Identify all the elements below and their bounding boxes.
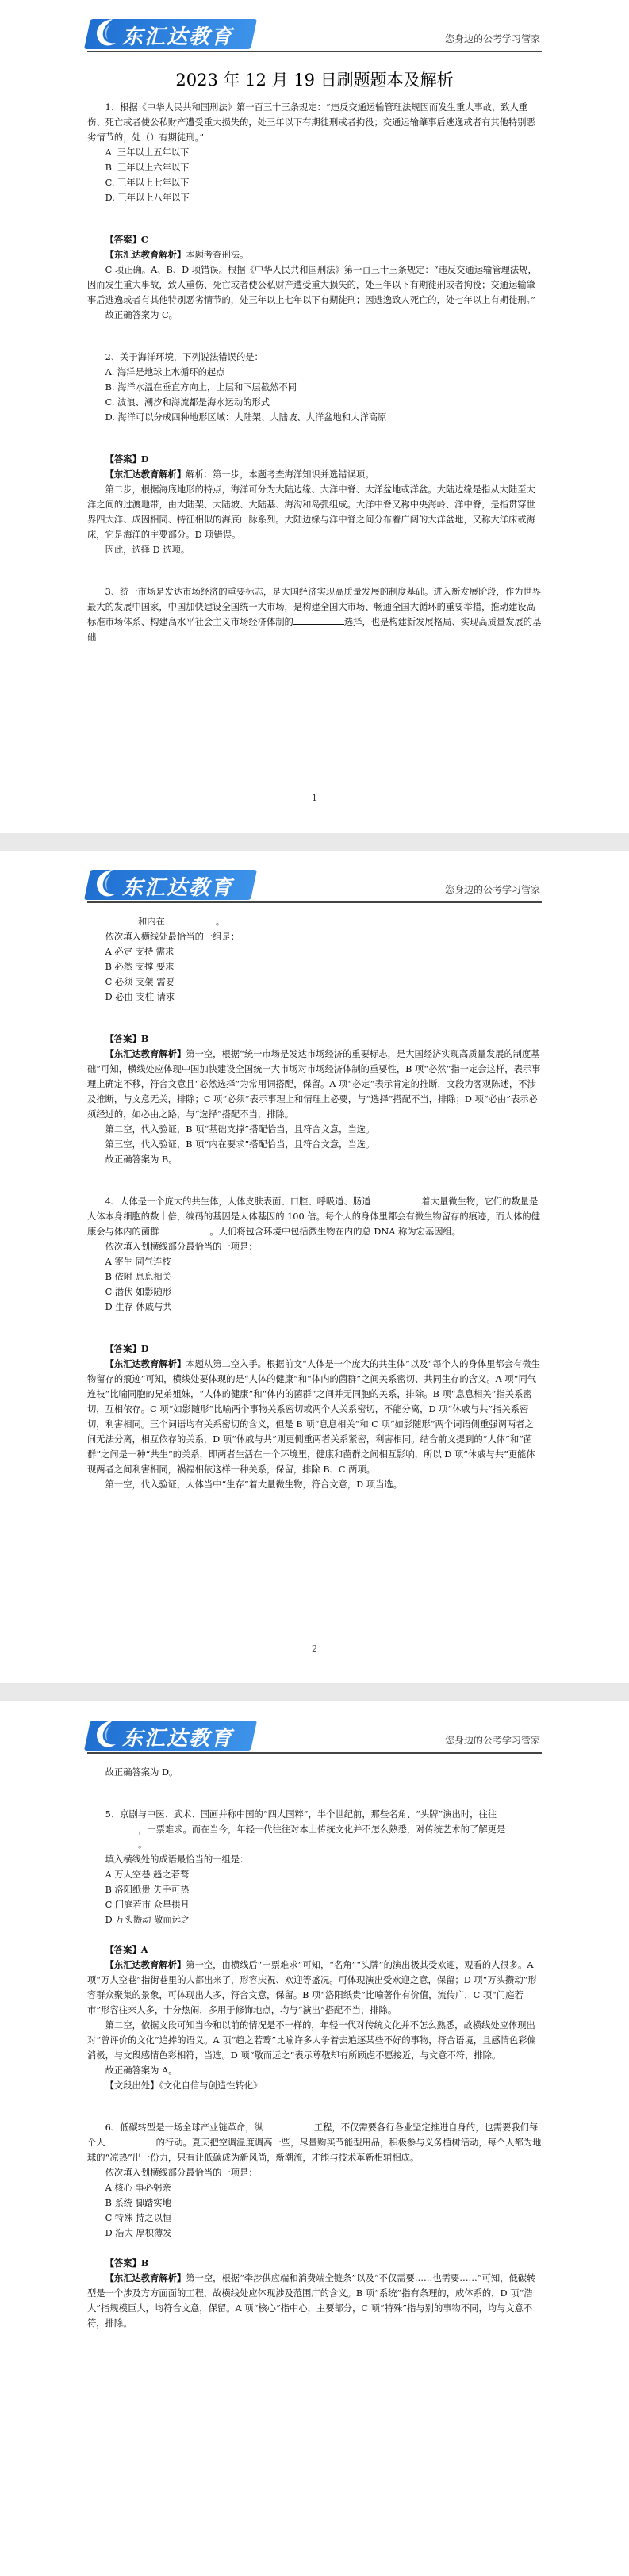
q1-answer: 【答案】C <box>105 234 148 245</box>
q6-prompt: 依次填入划横线部分最恰当的一项是： <box>105 2168 258 2178</box>
brand-logo <box>87 1716 254 1752</box>
q5-option-d: D 万头攒动 敬而远之 <box>105 1915 190 1925</box>
q1-option-d: D. 三年以上八年以下 <box>105 193 190 203</box>
q1-stem: 1、根据《中华人民共和国刑法》第一百三十三条规定：“违反交通运输管理法规因而发生重大事故，致人重伤、死亡或者使公私财产遭受重大损失的，处三年以下有期徒刑或者拘役；交通运输肇事后逃逸或者有其他特别恶劣情节的，处（）有期徒刑。” <box>87 102 535 143</box>
q3-conclusion: 故正确答案为 B。 <box>105 1154 178 1165</box>
q1-option-c: C. 三年以上七年以下 <box>105 178 190 188</box>
q2-analysis <box>87 467 542 482</box>
fill-blank <box>87 1838 138 1847</box>
q4-stem: 4、人体是一个庞大的共生体，人体皮肤表面、口腔、呼吸道、肠道 着大量微生物，它们的数量是人体本身细胞的数十倍，编码的基因是人体基因的 100 倍。每个人的身体里都会有微生物留存的痕迹，而人体的健康会与体内的菌群 。人们将包含环境中包括微生物在内的总 DNA 称为宏基因组。 <box>87 1196 540 1237</box>
fill-blank <box>293 615 344 625</box>
document-page-3 <box>0 1701 629 2576</box>
fill-blank <box>87 1823 138 1832</box>
q2-analysis-text: 解析：第一步，本题考查海洋知识并选错误项。 <box>186 469 374 480</box>
q5-answer: 【答案】A <box>105 1944 148 1955</box>
q6-stem: 6、低碳转型是一场全球产业链革命，纵 工程，不仅需要各行各业坚定推进自身的，也需要我们每个人 的行动。夏天把空调温度调高一些，尽量购买节能型用品，积极参与义务植树活动，每个人都为地球的“凉热”出一份力，只有让低碳成为新风尚，新潮流，才能与技术革新相辅相成。 <box>87 2122 542 2163</box>
fill-blank <box>370 1195 421 1204</box>
q4-analysis-2: 第一空，代入验证，人体当中“生存”着大量微生物，符合文意，D 项当选。 <box>105 1479 402 1490</box>
q5-source: 【文段出处】《文化自信与创造性转化》 <box>105 2080 263 2091</box>
analysis-label: 【东汇达教育解析】 <box>105 249 186 260</box>
q6-option-c: C 特殊 持之以恒 <box>105 2213 172 2223</box>
q3-option-d: D 必由 支柱 请求 <box>105 992 175 1002</box>
q1-option-b: B. 三年以上六年以下 <box>105 163 190 173</box>
page-2-content <box>87 914 542 1492</box>
q1-conclusion: 故正确答案为 C。 <box>105 310 178 320</box>
brand-logo <box>87 14 254 51</box>
q4-option-c: C 潜伏 如影随形 <box>105 1287 172 1297</box>
q3-analysis-3: 第三空，代入验证，B 项“内在要求”搭配恰当，且符合文意，当选。 <box>105 1139 375 1150</box>
document-page-2 <box>0 851 629 1683</box>
q1-analysis-2: C 项正确。A、B、D 项错误。根据《中华人民共和国刑法》第一百三十三条规定：“违反交通运输管理法规，因而发生重大事故，致人重伤、死亡或者使公私财产遭受重大损失的，处三年以下有期徒刑或者拘役；交通运输肇事后逃逸或者有其他特别恶劣情节的，处三年以上七年以下有期徒刑；因逃逸致人死亡的，处七年以上有期徒刑。” <box>87 265 537 305</box>
q3-answer: 【答案】B <box>105 1033 149 1044</box>
fill-blank <box>165 915 216 924</box>
q4-option-b: B 依附 息息相关 <box>105 1272 171 1282</box>
analysis-label: 【东汇达教育解析】 <box>105 2272 186 2283</box>
q6-analysis <box>87 2271 542 2331</box>
page-3-content <box>87 1765 542 2331</box>
q3-analysis-2: 第二空，代入验证，B 项“基础支撑”搭配恰当，且符合文意，当选。 <box>105 1124 375 1135</box>
logo-swirl-icon <box>92 867 119 901</box>
header-rule <box>87 1752 542 1754</box>
q2-option-c: C. 波浪、潮汐和海流都是海水运动的形式 <box>105 397 270 408</box>
page-number: 2 <box>312 1644 317 1654</box>
q6-option-b: B 系统 脚踏实地 <box>105 2198 171 2208</box>
q2-conclusion: 因此，选择 D 选项。 <box>105 545 190 555</box>
document-title: 2023 年 12 月 19 日刷题题本及解析 <box>175 71 454 90</box>
q2-analysis-2: 第二步，根据海底地形的特点，海洋可分为大陆边缘、大洋中脊、大洋盆地或洋盆。大陆边缘是指从大陆至大洋之间的过渡地带，由大陆架、大陆坡、大陆基、海沟和岛弧组成。大洋中脊又称中央海岭、洋中脊，是指贯穿世界四大洋、成因相同、特征相似的海底山脉系列。大陆边缘与洋中脊之间分布着广阔的大洋盆地，又称大洋床或海床，它是海洋的主要部分。D 项错误。 <box>87 484 535 540</box>
logo-swirl-icon <box>92 16 119 51</box>
q4-prompt: 依次填入划横线部分最恰当的一项是： <box>105 1242 258 1252</box>
q6-answer: 【答案】B <box>105 2257 149 2268</box>
q4-analysis <box>87 1357 542 1477</box>
fill-blank <box>263 2121 314 2130</box>
q1-option-a: A. 三年以上五年以下 <box>105 147 190 158</box>
q2-option-d: D. 海洋可以分成四种地形区域：大陆架、大陆坡、大洋盆地和大洋高原 <box>105 412 387 423</box>
q5-prompt: 填入横线处的成语最恰当的一组是： <box>105 1854 249 1865</box>
q3-analysis <box>87 1047 542 1122</box>
q2-option-b: B. 海洋水温在垂直方向上，上层和下层截然不同 <box>105 382 297 392</box>
q3-prompt: 依次填入横线处最恰当的一组是： <box>105 932 240 942</box>
q2-option-a: A. 海洋是地球上水循环的起点 <box>105 367 225 377</box>
fill-blank <box>105 2136 156 2145</box>
analysis-label: 【东汇达教育解析】 <box>105 1358 186 1369</box>
q5-stem: 5、京剧与中医、武术、国画并称中国的“四大国粹”，半个世纪前，那些名角、“头牌”演出时，往往，一票难求。而在当今，年轻一代往往对本土传统文化并不怎么熟悉，对传统艺术的了解更是。 <box>87 1807 542 1852</box>
page-1-content <box>87 62 542 645</box>
q6-analysis-text: 第一空，根据“牵涉供应端和消费端全链条”以及“不仅需要……也需要……”可知，低碳转型是一个涉及方方面面的工程，故横线处应体现涉及范围广的含义。B 项“系统”指有条理的，成体系的，D 项“浩大”指规模巨大，均符合文意，保留。A 项“核心”指中心，主要部分，C 项“特殊”指与别的事物不同，均与文意不符，排除。 <box>87 2273 536 2329</box>
header-slogan: 您身边的公考学习管家 <box>444 1735 540 1746</box>
q5-analysis-2: 第二空，依据文段可知当今和以前的情况是不一样的，年轻一代对传统文化并不怎么熟悉，故横线处应体现出对“曾评价的文化”追捧的语义。A 项“趋之若鹜”比喻许多人争着去追逐某些不好的事物，符合语境，且感情色彩偏消极，与文段感情色彩相符，当选。D 项“敬而远之”表示尊敬却有所顾虑不愿接近，与文意不符，排除。 <box>87 2020 536 2061</box>
fill-blank <box>159 1225 209 1234</box>
fill-blank <box>87 915 138 924</box>
logo-text: 东汇达教育 <box>122 1727 234 1751</box>
q4-analysis-text: 本题从第二空入手。根据前文“人体是一个庞大的共生体”以及“每个人的身体里都会有微生物留存的痕迹”可知，横线处要体现的是“人体的健康”和“体内的菌群”之间关系密切、共同生存的含义。A 项“同气连枝”比喻同胞的兄弟姐妹，“人体的健康”和“体内的菌群”之间并无同胞的关系，排除。B 项“息息相关”指关系密切，互相依存。C 项“如影随形”比喻两个事物关系密切或两个人关系密切，不能分离，D 项“休戚与共”指关系密切，利害相同。三个词语均有关系密切的含义，但是 B 项“息息相关”和 C 项“如影随形”两个词语侧重强调两者之间无法分离，相互依存的关系，D 项“休戚与共”则更侧重两者关系紧密，利害相同。结合前文提到的“人体”和“菌群”之间是一种“共生”的关系，即两者生活在一个环境里，健康和菌群之间相互影响，所以 D 项“休戚与共”更能体现两者之间利害相同，祸福相依这样一种关系，保留，排除 B、C 两项。 <box>87 1359 540 1475</box>
q3-stem-continued: 和内在 。 <box>87 914 542 929</box>
q2-answer: 【答案】D <box>105 454 149 465</box>
header-rule <box>87 901 542 903</box>
logo-swirl-icon <box>92 1717 119 1752</box>
q3-stem-part-2: 选择，也是构建新发展格局、实现高质量发展的基础 <box>87 617 542 642</box>
q4-option-d: D 生存 休戚与共 <box>105 1302 172 1312</box>
q3-option-c: C 必须 支架 需要 <box>105 977 175 987</box>
q3-option-b: B 必然 支撑 要求 <box>105 962 175 972</box>
q1-analysis-text: 本题考查刑法。 <box>186 250 249 260</box>
header-rule <box>87 51 542 52</box>
q5-option-b: B 洛阳纸贵 失手可热 <box>105 1885 190 1895</box>
q4-option-a: A 寄生 同气连枝 <box>105 1257 171 1267</box>
q4-answer: 【答案】D <box>105 1343 149 1354</box>
analysis-label: 【东汇达教育解析】 <box>105 469 186 480</box>
header-slogan: 您身边的公考学习管家 <box>444 884 540 895</box>
header-slogan: 您身边的公考学习管家 <box>444 33 540 44</box>
q5-conclusion: 故正确答案为 A。 <box>105 2065 178 2076</box>
q3-option-a: A 必定 支持 需求 <box>105 947 175 957</box>
q6-option-a: A 核心 事必躬亲 <box>105 2183 171 2193</box>
logo-text: 东汇达教育 <box>122 25 234 49</box>
q5-option-a: A 万人空巷 趋之若鹜 <box>105 1870 190 1880</box>
analysis-label: 【东汇达教育解析】 <box>105 1048 186 1059</box>
q3-stem <box>87 584 542 645</box>
logo-text: 东汇达教育 <box>122 876 234 900</box>
page-number: 1 <box>312 793 317 803</box>
q6-option-d: D 浩大 厚积薄发 <box>105 2228 172 2238</box>
analysis-label: 【东汇达教育解析】 <box>105 1959 186 1970</box>
q5-analysis-text: 第一空，由横线后“一票难求”可知，“名角”“头牌”的演出极其受欢迎，观看的人很多。A 项“万人空巷”指街巷里的人都出来了，形容庆祝、欢迎等盛况。可体现演出受欢迎之意，保留；D 项“万头攒动”形容群众聚集的景象，可体现出人多，符合文意，保留。B 项“洛阳纸贵”比喻著作有价值，流传广，C 项“门庭若市”形容往来人多，十分热闹，多用于修饰地点，均与“演出”搭配不当，排除。 <box>87 1960 537 2015</box>
q4-conclusion: 故正确答案为 D。 <box>105 1767 178 1778</box>
q2-stem: 2、关于海洋环境，下列说法错误的是： <box>105 352 263 362</box>
brand-logo <box>87 865 254 901</box>
q3-stem-part-1: 3、统一市场是发达市场经济的重要标志，是大国经济实现高质量发展的制度基础。进入新发展阶段，作为世界最大的发展中国家，中国加快建设全国统一大市场，是构建全国大市场、畅通全国大循环的重要举措，推动建设高标准市场体系、构建高水平社会主义市场经济体制的 <box>87 587 542 627</box>
q5-option-c: C 门庭若市 众星拱月 <box>105 1900 190 1910</box>
q1-analysis <box>87 247 542 262</box>
q5-analysis <box>87 1958 542 2018</box>
q3-analysis-text: 第一空，根据“统一市场是发达市场经济的重要标志，是大国经济实现高质量发展的制度基础”可知，横线处应体现中国加快建设全国统一大市场对市场经济体制的重要性，B 项“必然”指一定会这样，表示事理上确定不移，符合文意且“必然选择”为常用词搭配，保留。A 项“必定”表示肯定的推断，文段为客观陈述，不涉及推断，与文意无关，排除；C 项“必须”表示事理上和情理上必要，与“选择”搭配不当，排除；D 项“必由”表示必须经过的，如必由之路，与“选择”搭配不当，排除。 <box>87 1049 541 1120</box>
document-page-1 <box>0 0 629 833</box>
